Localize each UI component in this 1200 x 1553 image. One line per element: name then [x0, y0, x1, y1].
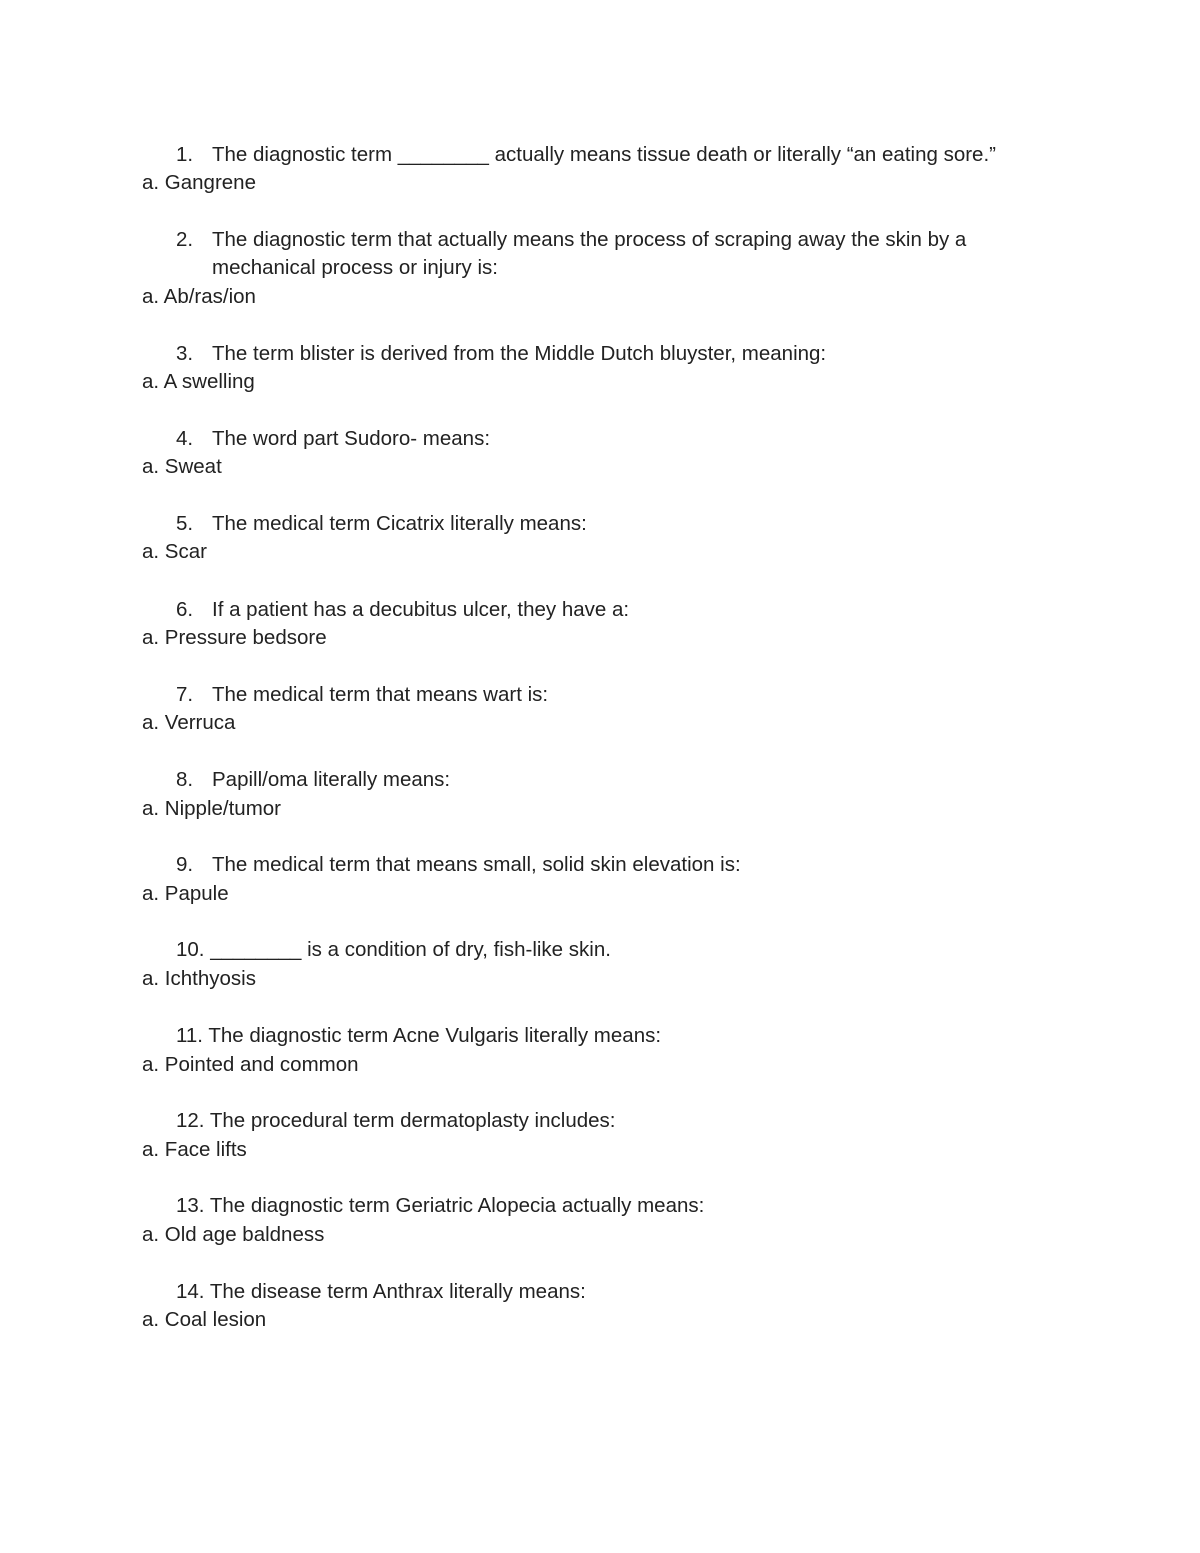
question-line	[176, 936, 1056, 964]
question-line	[176, 851, 1056, 879]
question-number: 5.	[176, 512, 194, 535]
question-number: 2.	[176, 228, 194, 251]
question-text: The procedural term dermatoplasty includes:	[209, 1109, 616, 1132]
answer: a. Sweat	[142, 455, 222, 478]
question-line	[176, 510, 1056, 538]
question-line	[176, 1107, 1056, 1135]
question-number: 8.	[176, 768, 194, 791]
question-text: The term blister is derived from the Middle Dutch bluyster, meaning:	[212, 342, 827, 365]
question-text: If a patient has a decubitus ulcer, they have a:	[212, 598, 630, 621]
question-line	[176, 1192, 1056, 1220]
question-number: 11.	[176, 1024, 203, 1047]
answer: a. Scar	[142, 540, 207, 563]
question-text: The diagnostic term Geriatric Alopecia actually means:	[209, 1194, 705, 1217]
answer: a. Nipple/tumor	[142, 797, 282, 820]
answer: a. Face lifts	[142, 1138, 247, 1161]
question-text: The disease term Anthrax literally means:	[209, 1280, 586, 1303]
answer: a. Pressure bedsore	[142, 626, 327, 649]
question-number: 14.	[176, 1280, 205, 1303]
answer: a. Verruca	[142, 711, 236, 734]
question-line	[176, 425, 1056, 453]
question-text: ________ is a condition of dry, fish-like skin.	[210, 938, 611, 961]
question-text: Papill/oma literally means:	[212, 768, 451, 791]
question-text: The diagnostic term Acne Vulgaris literally means:	[208, 1024, 662, 1047]
answer: a. Coal lesion	[142, 1308, 267, 1331]
answer: a. Ab/ras/ion	[142, 285, 256, 308]
question-number: 13.	[176, 1194, 205, 1217]
question-line	[176, 1022, 1056, 1050]
question-number: 4.	[176, 427, 194, 450]
answer: a. Old age baldness	[142, 1223, 325, 1246]
question-line	[176, 141, 1056, 169]
question-number: 10.	[176, 938, 205, 961]
answer: a. A swelling	[142, 370, 255, 393]
question-text: The medical term that means wart is:	[212, 683, 549, 706]
question-line	[176, 226, 1056, 279]
question-line	[176, 596, 1056, 624]
question-number: 7.	[176, 683, 194, 706]
answer: a. Papule	[142, 882, 229, 905]
question-text: The diagnostic term that actually means the process of scraping away the skin by a mechanical process or injury is:	[212, 228, 967, 279]
question-line	[176, 766, 1056, 794]
question-text: The medical term Cicatrix literally means:	[212, 512, 587, 535]
question-line	[176, 1278, 1056, 1306]
question-line	[176, 681, 1056, 709]
question-text: The word part Sudoro- means:	[212, 427, 491, 450]
answer: a. Pointed and common	[142, 1053, 359, 1076]
answer: a. Gangrene	[142, 171, 256, 194]
question-number: 6.	[176, 598, 194, 621]
question-text: The diagnostic term ________ actually means tissue death or literally “an eating sore.”	[212, 143, 996, 166]
question-number: 9.	[176, 853, 194, 876]
question-line	[176, 340, 1056, 368]
question-number: 3.	[176, 342, 194, 365]
question-text: The medical term that means small, solid skin elevation is:	[212, 853, 741, 876]
question-number: 1.	[176, 143, 194, 166]
answer: a. Ichthyosis	[142, 967, 256, 990]
question-number: 12.	[176, 1109, 205, 1132]
